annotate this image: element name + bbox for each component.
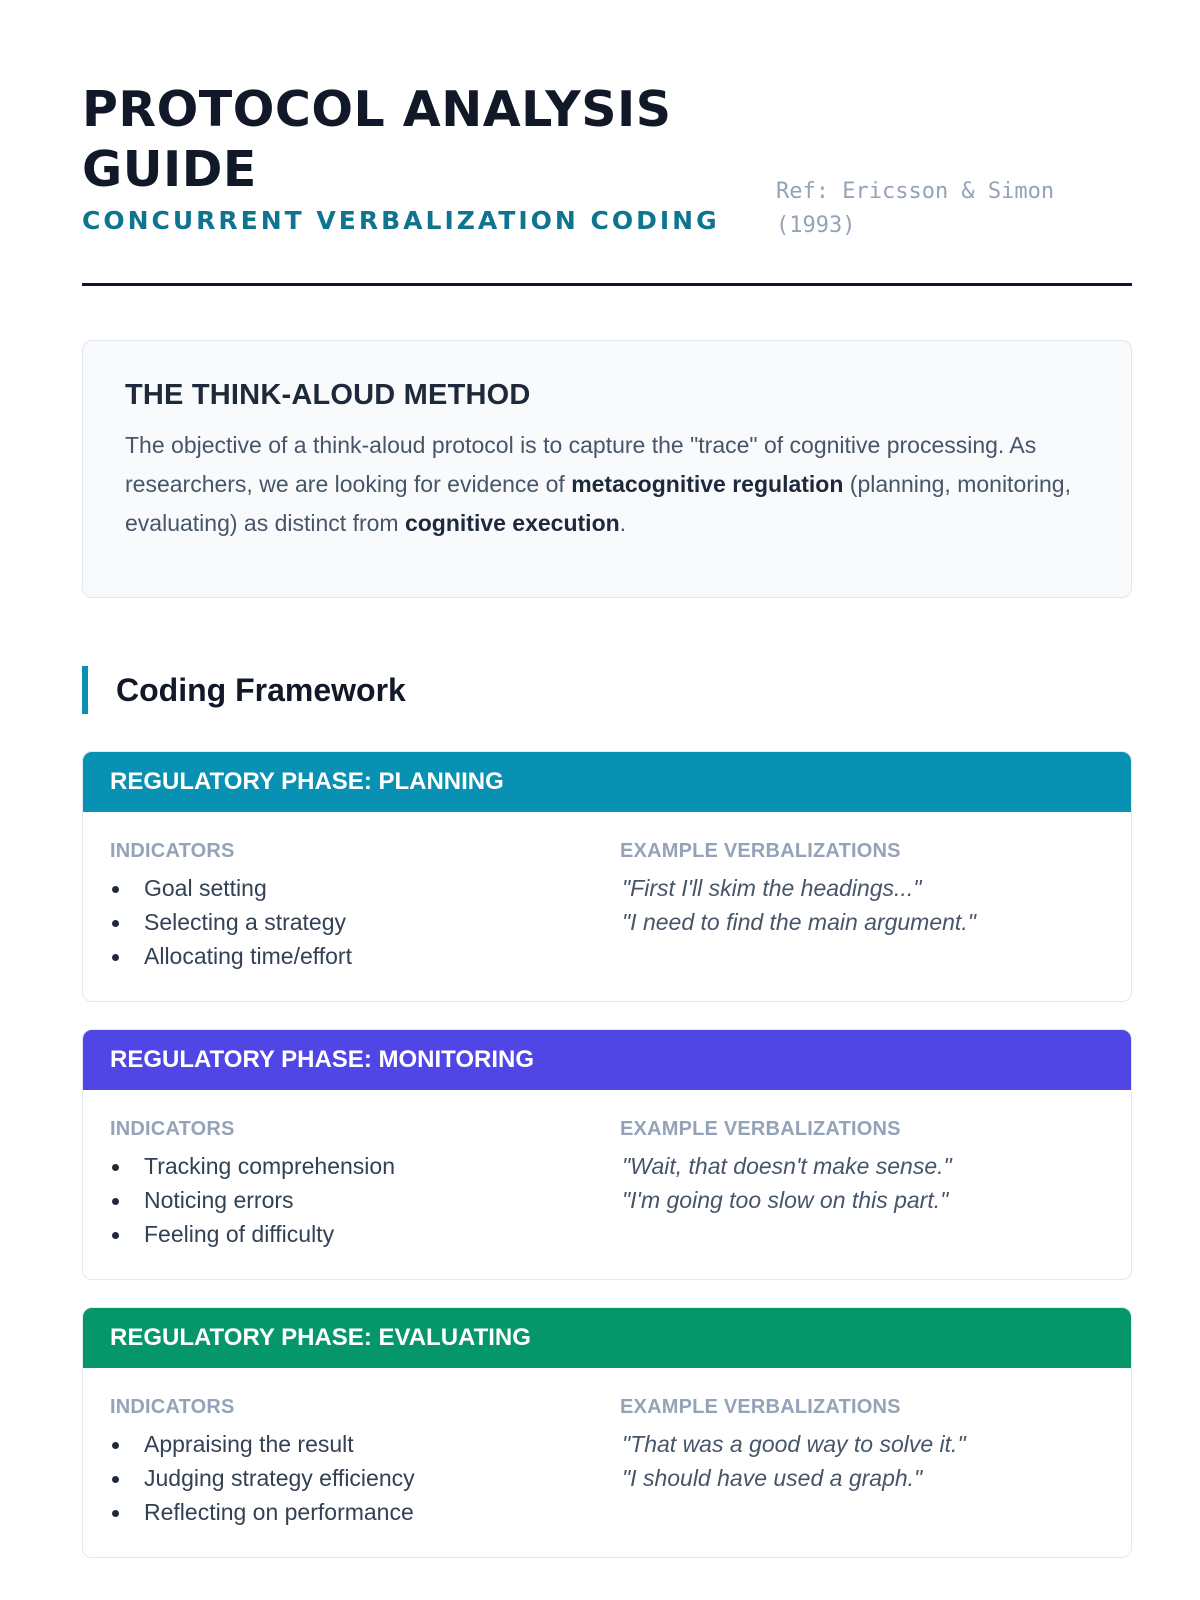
example-quote: "That was a good way to solve it." <box>622 1431 966 1457</box>
indicator-item: Goal setting <box>110 871 590 905</box>
intro-paragraph <box>125 426 1089 543</box>
indicator-item: Feeling of difficulty <box>110 1217 590 1251</box>
intro-text-3: . <box>619 510 627 536</box>
phase-card-monitoring <box>82 1029 1132 1280</box>
indicators-column <box>110 840 590 973</box>
phase-body <box>83 1368 1131 1558</box>
example-quote: "Wait, that doesn't make sense." <box>622 1153 952 1179</box>
examples-column <box>620 840 1110 939</box>
indicator-list <box>110 1149 590 1251</box>
indicators-label: INDICATORS <box>110 1118 235 1140</box>
phase-header: REGULATORY PHASE: PLANNING <box>83 752 1131 812</box>
indicator-list <box>110 871 590 973</box>
indicator-list <box>110 1427 590 1529</box>
examples-label: EXAMPLE VERBALIZATIONS <box>620 1118 901 1140</box>
examples-label: EXAMPLE VERBALIZATIONS <box>620 1396 901 1418</box>
phase-header: REGULATORY PHASE: EVALUATING <box>83 1308 1131 1368</box>
phase-card-planning <box>82 751 1132 1002</box>
example-quote: "I need to find the main argument." <box>622 909 976 935</box>
reference-citation: Ref: Ericsson & Simon (1993) <box>776 179 1055 238</box>
phase-card-evaluating <box>82 1307 1132 1558</box>
document-subtitle: CONCURRENT VERBALIZATION CODING <box>82 206 720 235</box>
examples-label: EXAMPLE VERBALIZATIONS <box>620 840 901 862</box>
intro-heading: THE THINK-ALOUD METHOD <box>125 379 531 411</box>
indicator-item: Tracking comprehension <box>110 1149 590 1183</box>
indicator-item: Judging strategy efficiency <box>110 1461 590 1495</box>
example-quote: "I'm going too slow on this part." <box>622 1187 949 1213</box>
intro-bold-metacognitive: metacognitive regulation <box>571 471 844 497</box>
examples-column <box>620 1118 1110 1217</box>
indicator-item: Noticing errors <box>110 1183 590 1217</box>
indicator-item: Allocating time/effort <box>110 939 590 973</box>
indicators-column <box>110 1118 590 1251</box>
examples-column <box>620 1396 1110 1495</box>
indicator-item: Selecting a strategy <box>110 905 590 939</box>
document-page <box>82 0 1132 1525</box>
phase-header: REGULATORY PHASE: MONITORING <box>83 1030 1131 1090</box>
intro-text-1: The objective of a think-aloud protocol is to capture the "trace" of cognitive processing. As researchers, we are looking for evidence of <box>125 432 1037 497</box>
example-quote: "First I'll skim the headings..." <box>622 875 922 901</box>
document-header <box>82 0 1132 286</box>
indicator-item: Appraising the result <box>110 1427 590 1461</box>
indicators-label: INDICATORS <box>110 840 235 862</box>
intro-bold-cognitive: cognitive execution <box>404 510 620 536</box>
indicators-column <box>110 1396 590 1529</box>
document-title: PROTOCOL ANALYSIS GUIDE <box>82 81 672 198</box>
intro-text-2: (planning, monitoring, evaluating) as distinct from <box>125 471 1071 536</box>
phase-body <box>83 812 1131 1002</box>
phase-body <box>83 1090 1131 1280</box>
indicator-item: Reflecting on performance <box>110 1495 590 1529</box>
example-quote: "I should have used a graph." <box>622 1465 923 1491</box>
intro-box <box>82 340 1132 598</box>
indicators-label: INDICATORS <box>110 1396 235 1418</box>
section-title: Coding Framework <box>82 666 406 714</box>
